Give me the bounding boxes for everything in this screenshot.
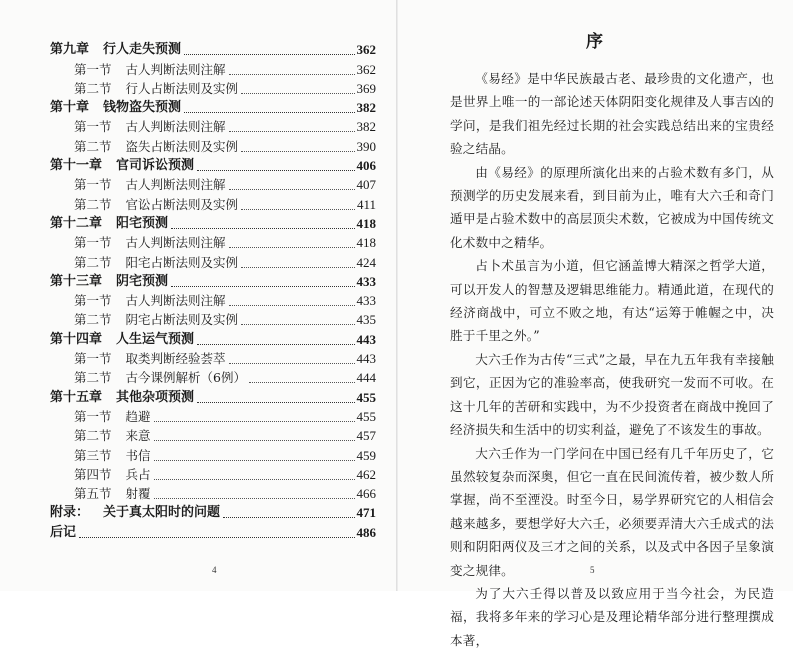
toc-entry-label (50, 524, 76, 542)
toc-entry-page: 407 (356, 177, 376, 193)
toc-entry-title: 来意 (125, 428, 151, 444)
toc-page (0, 0, 396, 591)
toc-entry-number: 第十一章 (50, 158, 103, 174)
toc-chapter-entry (50, 503, 376, 522)
toc-entry-page: 444 (356, 370, 376, 386)
toc-entry-page: 443 (356, 351, 376, 367)
toc-dot-leader (197, 402, 354, 403)
toc-entry-label (74, 369, 246, 387)
toc-entry-page: 424 (356, 254, 376, 270)
table-of-contents (50, 40, 376, 542)
toc-chapter-entry (50, 98, 376, 117)
toc-entry-number: 第二节 (74, 138, 112, 154)
toc-entry-number: 第十章 (50, 100, 90, 116)
toc-chapter-entry (50, 387, 376, 406)
toc-entry-page: 455 (356, 408, 376, 424)
toc-entry-label (74, 196, 238, 214)
toc-entry-label (50, 273, 168, 291)
toc-entry-page: 471 (356, 505, 376, 521)
toc-entry-label (74, 466, 151, 484)
toc-entry-label (50, 157, 194, 175)
toc-entry-title: 官司诉讼预测 (116, 158, 195, 174)
toc-entry-title: 官讼占断法则及实例 (125, 196, 239, 212)
toc-dot-leader (197, 170, 354, 171)
toc-entry-title: 行人占断法则及实例 (125, 80, 239, 96)
toc-chapter-entry (50, 156, 376, 175)
toc-entry-label (74, 118, 226, 136)
toc-entry-title: 人生运气预测 (116, 331, 195, 347)
toc-entry-number: 第三节 (74, 447, 112, 463)
toc-entry-title: 盗失占断法则及实例 (125, 138, 239, 154)
toc-dot-leader (229, 131, 355, 132)
toc-section-entry (50, 136, 376, 155)
toc-dot-leader (154, 440, 355, 441)
toc-dot-leader (184, 112, 354, 113)
toc-section-entry (50, 79, 376, 98)
toc-entry-page: 382 (356, 100, 376, 116)
toc-entry-number: 第二节 (74, 254, 112, 270)
toc-section-entry (50, 349, 376, 368)
toc-entry-page: 382 (356, 119, 376, 135)
toc-entry-number: 第一节 (74, 177, 112, 193)
toc-entry-title: 阳宅预测 (116, 215, 169, 231)
toc-chapter-entry (50, 40, 376, 59)
toc-entry-page: 433 (356, 273, 376, 289)
toc-section-entry (50, 117, 376, 136)
toc-dot-leader (154, 498, 355, 499)
toc-entry-label (74, 427, 151, 445)
toc-entry-label (50, 504, 220, 522)
toc-entry-label (74, 138, 238, 156)
toc-entry-page: 459 (356, 447, 376, 463)
toc-entry-label (50, 41, 181, 59)
toc-chapter-entry (50, 214, 376, 233)
toc-entry-label (74, 292, 226, 310)
preface-title: 序 (586, 32, 605, 52)
toc-entry-label (74, 61, 226, 79)
toc-entry-label (74, 485, 151, 503)
toc-entry-title: 关于真太阳时的问题 (103, 505, 221, 521)
toc-entry-label (74, 176, 226, 194)
toc-entry-label (50, 331, 194, 349)
toc-entry-number: 第二节 (74, 312, 112, 328)
right-page-number: 5 (590, 565, 595, 575)
toc-entry-title: 古人判断法则注解 (125, 119, 226, 135)
toc-dot-leader (229, 305, 355, 306)
toc-entry-number: 第一节 (74, 235, 112, 251)
toc-entry-title: 钱物盗失预测 (103, 100, 182, 116)
toc-section-entry (50, 407, 376, 426)
toc-entry-page: 390 (356, 138, 376, 154)
toc-entry-number: 第二节 (74, 80, 112, 96)
toc-entry-page: 486 (356, 524, 376, 540)
toc-entry-label (50, 389, 194, 407)
toc-entry-page: 435 (356, 312, 376, 328)
toc-entry-label (74, 311, 238, 329)
toc-entry-title: 古人判断法则注解 (125, 177, 226, 193)
toc-dot-leader (229, 363, 355, 364)
toc-dot-leader (249, 382, 355, 383)
toc-entry-label (50, 99, 181, 117)
toc-dot-leader (197, 344, 354, 345)
toc-section-entry (50, 233, 376, 252)
toc-entry-number: 第一节 (74, 408, 112, 424)
preface-paragraph: 为了大六壬得以普及以致应用于当今社会，为民造福，我将多年来的学习心是及理论精华部分进行整理撰成本著， (450, 585, 774, 648)
toc-entry-number: 第一节 (74, 293, 112, 309)
toc-dot-leader (229, 189, 355, 190)
toc-entry-page: 462 (356, 466, 376, 482)
toc-entry-page: 443 (356, 331, 376, 347)
toc-entry-title: 阴宅占断法则及实例 (125, 312, 239, 328)
toc-entry-title: 趋避 (125, 408, 151, 424)
toc-entry-number: 第五节 (74, 486, 112, 502)
toc-entry-number: 第一节 (74, 61, 112, 77)
toc-entry-number: 第二节 (74, 196, 112, 212)
toc-section-entry (50, 310, 376, 329)
toc-section-entry (50, 445, 376, 464)
toc-entry-page: 369 (356, 80, 376, 96)
preface-paragraph: 大六壬作为古传“三式”之最，早在九五年我有幸接触到它，正因为它的准验率高，使我研究一发而不可收。在这十几年的苦研和实践中，为不少投资者在商战中挽回了经济损失和生活中的切实利益，避免了不该发生的事故。 (450, 351, 774, 438)
toc-entry-page: 362 (356, 61, 376, 77)
toc-entry-title: 行人走失预测 (103, 42, 182, 58)
toc-section-entry (50, 175, 376, 194)
toc-entry-title: 取类判断经验荟萃 (125, 351, 226, 367)
toc-entry-label (74, 234, 226, 252)
toc-entry-number: 第十四章 (50, 331, 103, 347)
toc-entry-page: 418 (356, 235, 376, 251)
toc-entry-number: 第四节 (74, 466, 112, 482)
toc-chapter-entry (50, 272, 376, 291)
toc-entry-number: 第一节 (74, 351, 112, 367)
toc-entry-title: 阴宅预测 (116, 273, 169, 289)
toc-dot-leader (79, 537, 354, 538)
toc-entry-label (50, 215, 168, 233)
preface-page (398, 0, 793, 648)
preface-paragraph: 大六壬作为一门学问在中国已经有几千年历史了，它虽然较复杂而深奥，但它一直在民间流传着，被少数人所掌握，尚不至湮没。时至今日，易学界研究它的人相信会越来越多，要想学好大六壬，必须要弄清大六壬成式的法则和阴阳两仪及三才之间的关系，以及式中各因子呈象演变之规律。 (450, 445, 774, 578)
toc-entry-title: 兵占 (125, 466, 151, 482)
toc-entry-title: 射覆 (125, 486, 151, 502)
toc-dot-leader (184, 54, 354, 55)
toc-dot-leader (154, 479, 355, 480)
toc-entry-number: 第二节 (74, 428, 112, 444)
toc-dot-leader (229, 247, 355, 248)
toc-entry-number: 后记 (50, 524, 77, 540)
toc-entry-label (74, 408, 151, 426)
toc-entry-label (74, 447, 151, 465)
toc-section-entry (50, 465, 376, 484)
toc-dot-leader (229, 74, 355, 75)
toc-dot-leader (241, 93, 354, 94)
toc-entry-title: 其他杂项预测 (116, 389, 195, 405)
toc-entry-number: 第一节 (74, 119, 112, 135)
preface-paragraph: 占卜术虽言为小道，但它涵盖博大精深之哲学大道，可以开发人的智慧及逻辑思维能力。精通此道，在现代的经济商战中，可立不败之地，有达“运筹于帷幄之中，决胜于千里之外。” (450, 258, 774, 344)
toc-entry-title: 书信 (125, 447, 151, 463)
toc-section-entry (50, 426, 376, 445)
toc-dot-leader (154, 421, 355, 422)
toc-entry-title: 古今课例解析（6例） (125, 370, 246, 386)
toc-entry-title: 古人判断法则注解 (125, 293, 226, 309)
toc-entry-number: 第二节 (74, 370, 112, 386)
toc-entry-page: 362 (356, 42, 376, 58)
toc-dot-leader (241, 324, 354, 325)
toc-dot-leader (241, 209, 355, 210)
toc-entry-page: 406 (356, 158, 376, 174)
preface-paragraph: 由《易经》的原理所演化出来的占验术数有多门，从预测学的历史发展来看，到目前为止，唯有大六壬和奇门遁甲是占验术数中的高层顶尖术数，它被成为中国传统文化术数中之精华。 (450, 164, 774, 250)
toc-dot-leader (171, 228, 354, 229)
toc-section-entry (50, 194, 376, 213)
left-page-number: 4 (212, 565, 217, 575)
toc-dot-leader (241, 267, 354, 268)
toc-dot-leader (154, 460, 355, 461)
toc-entry-page: 433 (356, 293, 376, 309)
toc-chapter-entry (50, 329, 376, 348)
toc-entry-number: 第十五章 (50, 389, 103, 405)
toc-section-entry (50, 59, 376, 78)
preface-paragraph: 《易经》是中华民族最古老、最珍贵的文化遗产，也是世界上唯一的一部论述天体阴阳变化规律及人事吉凶的学问，是我们祖先经过长期的社会实践总结出来的宝贵经验之结晶。 (450, 71, 774, 157)
toc-section-entry (50, 252, 376, 271)
toc-entry-page: 457 (356, 428, 376, 444)
toc-section-entry (50, 291, 376, 310)
toc-entry-title: 古人判断法则注解 (125, 61, 226, 77)
toc-entry-number: 第十三章 (50, 273, 103, 289)
preface-body (450, 67, 774, 652)
toc-entry-label (74, 80, 238, 98)
toc-entry-title: 阳宅占断法则及实例 (125, 254, 239, 270)
toc-section-entry (50, 484, 376, 503)
toc-dot-leader (241, 151, 354, 152)
toc-dot-leader (171, 286, 354, 287)
toc-chapter-entry (50, 522, 376, 541)
toc-entry-number: 第十二章 (50, 215, 103, 231)
toc-section-entry (50, 368, 376, 387)
toc-entry-page: 455 (356, 389, 376, 405)
toc-entry-number: 附录： (50, 505, 90, 521)
toc-entry-page: 466 (356, 486, 376, 502)
toc-entry-number: 第九章 (50, 42, 90, 58)
toc-entry-label (74, 254, 238, 272)
toc-entry-page: 418 (356, 215, 376, 231)
toc-entry-page: 411 (356, 196, 376, 212)
toc-entry-label (74, 350, 226, 368)
toc-dot-leader (223, 517, 354, 518)
toc-entry-title: 古人判断法则注解 (125, 235, 226, 251)
